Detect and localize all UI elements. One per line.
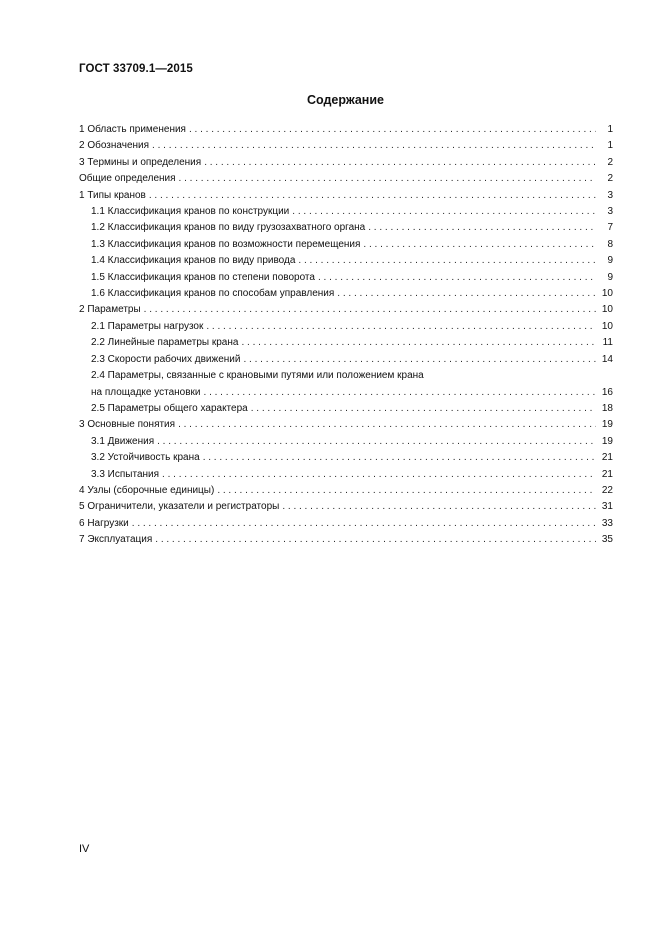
toc-entry-label: 1.3 Классификация кранов по возможности перемещения <box>91 238 361 250</box>
toc-entry-label: 1.2 Классификация кранов по виду грузозахватного органа <box>91 222 366 234</box>
toc-leader-dots <box>189 122 596 138</box>
toc-leader-dots <box>144 302 596 318</box>
toc-entry-label: 6 Нагрузки <box>79 517 129 529</box>
toc-entry-label: 2.3 Скорости рабочих движений <box>91 353 241 365</box>
toc-leader-dots <box>162 467 596 483</box>
toc-entry[interactable] <box>79 122 613 138</box>
toc-title: Содержание <box>306 93 384 107</box>
toc-leader-dots <box>241 335 596 351</box>
toc-entry[interactable] <box>79 335 613 351</box>
toc-entry-page: 10 <box>601 320 613 332</box>
toc-entry-page: 9 <box>607 255 613 267</box>
toc-entry[interactable] <box>79 155 613 171</box>
toc-entry[interactable] <box>79 171 613 187</box>
toc-entry-page: 19 <box>601 435 613 447</box>
toc-entry[interactable] <box>79 138 613 154</box>
toc-entry-page: 10 <box>601 304 613 316</box>
toc-entry[interactable] <box>79 516 613 532</box>
toc-entry-label: 1.4 Классификация кранов по виду привода <box>91 255 296 267</box>
toc-leader-dots <box>204 385 596 401</box>
toc-entry-label: 1.5 Классификация кранов по степени поворота <box>91 271 315 283</box>
toc-entry[interactable] <box>79 401 613 417</box>
toc-entry-label: 1.6 Классификация кранов по способам управления <box>91 288 335 300</box>
toc-entry-page: 10 <box>601 288 613 300</box>
toc-entry-page: 35 <box>601 534 613 546</box>
toc-leader-dots <box>282 499 596 515</box>
toc-entry-page: 33 <box>601 517 613 529</box>
toc-entry-page: 9 <box>607 271 613 283</box>
toc-entry-page: 11 <box>602 337 613 349</box>
toc-leader-dots <box>251 401 596 417</box>
toc-entry[interactable] <box>79 450 613 466</box>
toc-leader-dots <box>337 286 596 302</box>
toc-entry-label: 3.3 Испытания <box>91 468 160 480</box>
toc-entry-label: 3 Термины и определения <box>79 156 202 168</box>
toc-entry-label: 2.5 Параметры общего характера <box>91 402 248 414</box>
toc-leader-dots <box>204 155 596 171</box>
toc-entry-label: 2.4 Параметры, связанные с крановыми путями или положением крана <box>91 370 424 382</box>
toc-entry[interactable] <box>79 302 613 318</box>
toc-entry-label: 2 Обозначения <box>79 140 150 152</box>
toc-entry-page: 18 <box>601 402 613 414</box>
toc-entry-label: 5 Ограничители, указатели и регистраторы <box>79 501 280 513</box>
toc-entry-label: 3 Основные понятия <box>79 419 176 431</box>
toc-entry[interactable] <box>79 237 613 253</box>
toc-entry-label-continuation: на площадке установки <box>91 386 201 398</box>
toc-entry-page: 8 <box>607 238 613 250</box>
toc-entry-label: 2.1 Параметры нагрузок <box>91 320 204 332</box>
toc-entry[interactable] <box>79 253 613 269</box>
toc-entry-label: 3.2 Устойчивость крана <box>91 452 200 464</box>
toc-entry-label: 1 Область применения <box>79 124 186 135</box>
toc-leader-dots <box>318 270 596 286</box>
toc-leader-dots <box>243 352 596 368</box>
toc-leader-dots <box>363 237 596 253</box>
toc-leader-dots <box>179 171 596 187</box>
toc-leader-dots <box>149 188 596 204</box>
toc-leader-dots <box>157 434 596 450</box>
toc-leader-dots <box>368 220 596 236</box>
toc-entry-label: 7 Эксплуатация <box>79 534 153 546</box>
toc-entry[interactable] <box>79 434 613 450</box>
toc-leader-dots <box>217 483 596 499</box>
toc-entry-page: 22 <box>601 484 613 496</box>
toc-entry[interactable] <box>79 483 613 499</box>
toc-entry[interactable] <box>79 204 613 220</box>
toc-entry-page: 16 <box>601 386 613 398</box>
toc-entry[interactable] <box>79 270 613 286</box>
toc-leader-dots <box>206 319 596 335</box>
toc-entry-label: 1 Типы кранов <box>79 189 146 201</box>
toc-entry-page: 7 <box>607 222 613 234</box>
toc-entry[interactable] <box>79 286 613 302</box>
toc-entry-page: 2 <box>607 173 613 185</box>
toc-leader-dots <box>152 138 596 154</box>
toc-entry[interactable] <box>79 188 613 204</box>
toc-entry-label: Общие определения <box>79 173 176 185</box>
toc-entry[interactable] <box>79 352 613 368</box>
toc-entry-page: 21 <box>601 468 613 480</box>
toc-leader-dots <box>292 204 596 220</box>
toc-entry-label: 4 Узлы (сборочные единицы) <box>79 484 215 496</box>
toc-entry-label: 2 Параметры <box>79 304 141 316</box>
toc-entry-label: 2.2 Линейные параметры крана <box>91 337 239 349</box>
toc-entry-page: 21 <box>601 452 613 464</box>
page-number: IV <box>79 843 90 855</box>
toc-entry-page: 3 <box>607 206 613 218</box>
toc-entry-page: 31 <box>601 501 613 513</box>
toc-leader-dots <box>132 516 596 532</box>
document-code: ГОСТ 33709.1—2015 <box>79 63 193 75</box>
toc-entry[interactable] <box>79 220 613 236</box>
toc-entry[interactable] <box>79 417 613 433</box>
toc-entry-page: 2 <box>607 156 613 168</box>
toc-entry[interactable] <box>79 467 613 483</box>
toc-entry[interactable] <box>79 368 613 401</box>
toc-entry[interactable] <box>79 499 613 515</box>
toc-leader-dots <box>155 532 596 548</box>
toc-entry-page: 1 <box>607 124 613 135</box>
toc-entry-page: 3 <box>607 189 613 201</box>
table-of-contents <box>79 122 613 549</box>
toc-entry-page: 1 <box>607 140 613 152</box>
toc-leader-dots <box>298 253 596 269</box>
toc-entry-label: 3.1 Движения <box>91 435 155 447</box>
toc-entry-page: 14 <box>601 353 613 365</box>
toc-entry-label: 1.1 Классификация кранов по конструкции <box>91 206 290 218</box>
toc-entry[interactable] <box>79 532 613 548</box>
toc-entry-page: 19 <box>601 419 613 431</box>
toc-entry[interactable] <box>79 319 613 335</box>
toc-leader-dots <box>178 417 596 433</box>
toc-leader-dots <box>203 450 596 466</box>
